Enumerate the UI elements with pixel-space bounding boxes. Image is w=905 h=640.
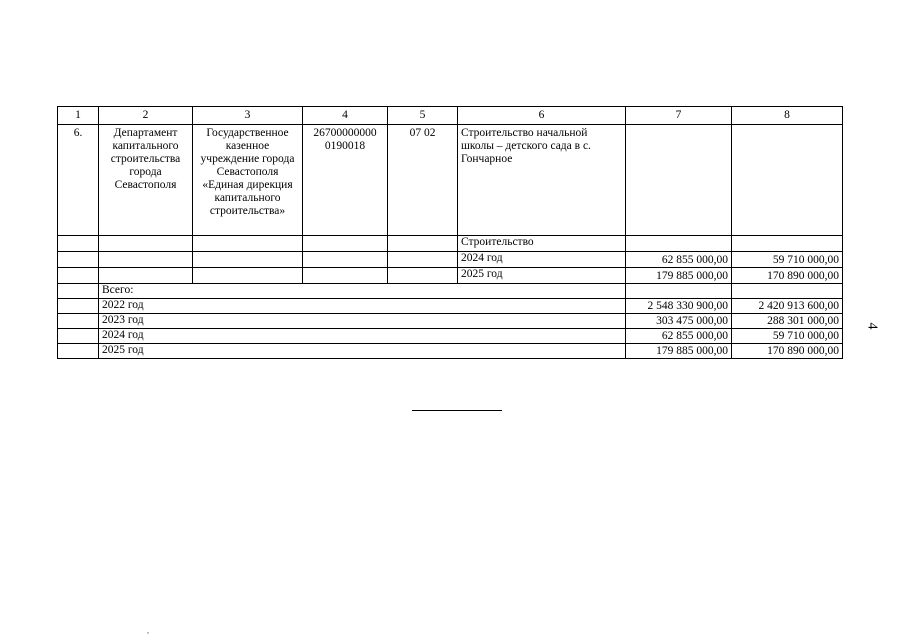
empty-cell [193,236,303,252]
total-header-row [58,284,843,299]
empty-cell [388,268,458,284]
empty-cell [99,268,193,284]
column-header: 2 [99,107,193,125]
total-col7: 179 885 000,00 [626,344,732,359]
sub-label-cell: Строительство [458,236,626,252]
department-cell: Департамент капитального строительства города Севастополя [99,125,193,236]
empty-cell [388,252,458,268]
page-number: 4 [864,322,880,330]
year-label: 2024 год [458,252,626,268]
value-col8: 170 890 000,00 [732,268,843,284]
table-row [58,125,843,236]
column-header: 4 [303,107,388,125]
empty-cell [58,284,99,299]
total-label: Всего: [99,284,626,299]
total-col7: 303 475 000,00 [626,314,732,329]
empty-cell [58,314,99,329]
total-row [58,314,843,329]
column-header: 7 [626,107,732,125]
empty-cell [626,284,732,299]
total-col8: 59 710 000,00 [732,329,843,344]
empty-cell [732,284,843,299]
budget-table [57,106,843,359]
empty-cell [303,268,388,284]
empty-cell [58,329,99,344]
empty-cell [58,236,99,252]
empty-cell [99,236,193,252]
row-number: 6. [58,125,99,236]
institution-cell: Государственное казенное учреждение города Севастополя «Единая дирекция капитального строительства» [193,125,303,236]
column-header: 5 [388,107,458,125]
empty-cell [732,125,843,236]
section-cell: 07 02 [388,125,458,236]
total-col8: 288 301 000,00 [732,314,843,329]
value-col7: 62 855 000,00 [626,252,732,268]
empty-cell [193,268,303,284]
value-col8: 59 710 000,00 [732,252,843,268]
empty-cell [193,252,303,268]
column-header: 1 [58,107,99,125]
table-row [58,252,843,268]
column-header: 3 [193,107,303,125]
column-header: 8 [732,107,843,125]
empty-cell [626,125,732,236]
total-col8: 170 890 000,00 [732,344,843,359]
total-row [58,344,843,359]
table-header-row [58,107,843,125]
empty-cell [99,252,193,268]
scan-speck: , [147,626,149,635]
empty-cell [58,344,99,359]
table-row [58,236,843,252]
total-year-label: 2023 год [99,314,626,329]
total-row [58,299,843,314]
total-year-label: 2024 год [99,329,626,344]
total-year-label: 2025 год [99,344,626,359]
empty-cell [388,236,458,252]
total-year-label: 2022 год [99,299,626,314]
closing-divider-line [412,410,502,411]
empty-cell [626,236,732,252]
year-label: 2025 год [458,268,626,284]
total-row [58,329,843,344]
total-col7: 2 548 330 900,00 [626,299,732,314]
value-col7: 179 885 000,00 [626,268,732,284]
table-row [58,268,843,284]
empty-cell [303,236,388,252]
code-cell: 26700000000 0190018 [303,125,388,236]
empty-cell [58,252,99,268]
empty-cell [58,299,99,314]
column-header: 6 [458,107,626,125]
total-col7: 62 855 000,00 [626,329,732,344]
empty-cell [58,268,99,284]
empty-cell [732,236,843,252]
empty-cell [303,252,388,268]
object-cell: Строительство начальной школы – детского сада в с. Гончарное [458,125,626,236]
total-col8: 2 420 913 600,00 [732,299,843,314]
